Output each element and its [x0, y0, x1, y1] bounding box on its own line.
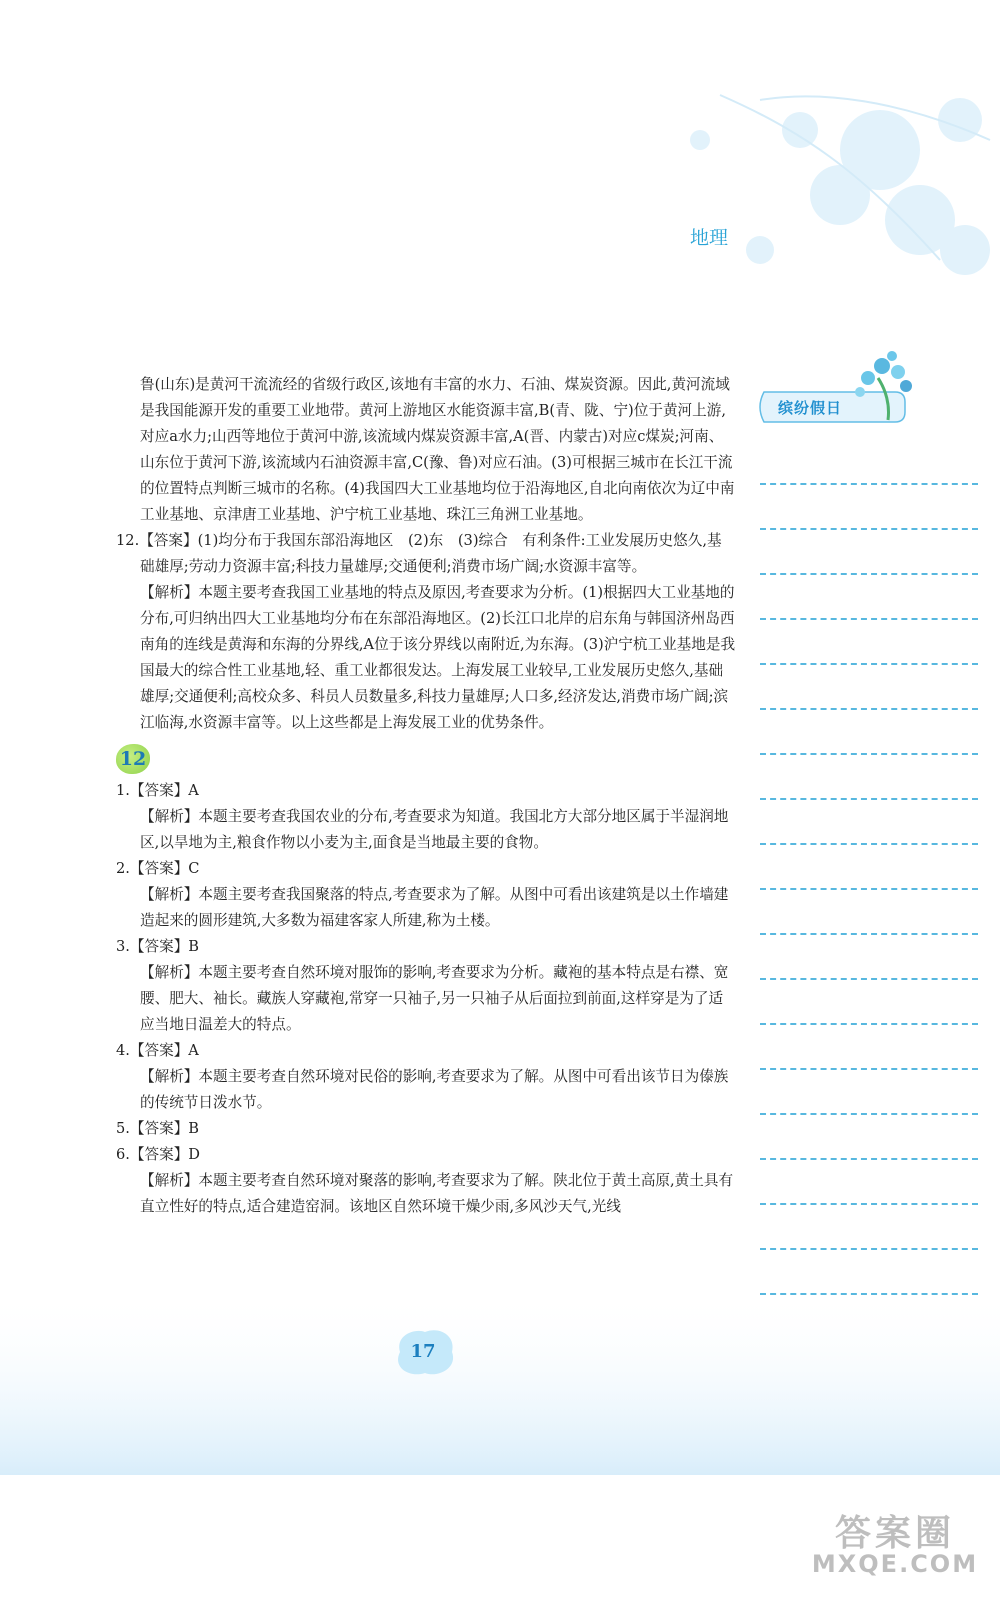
- sidebar-badge-label: 缤纷假日: [778, 399, 843, 417]
- watermark-text: 答案圈: [834, 1513, 955, 1554]
- page-number: 17: [410, 1341, 436, 1362]
- answer-line: 3.【答案】B: [116, 938, 200, 955]
- note-line: [760, 1025, 978, 1070]
- note-line: [760, 620, 978, 665]
- note-line: [760, 755, 978, 800]
- section-number-badge: 12: [116, 744, 150, 774]
- note-line: [760, 575, 978, 620]
- answer-line: 1.【答案】A: [116, 782, 199, 799]
- answer-content: [116, 372, 736, 1220]
- explanation: 【解析】本题主要考查自然环境对服饰的影响,考查要求为分析。藏袍的基本特点是右襟、宽腰、肥大、袖长。藏族人穿藏袍,常穿一只袖子,另一只袖子从后面拉到前面,这样穿是为了适应当地日温差大的特点。: [140, 964, 729, 1033]
- note-line: [760, 665, 978, 710]
- note-line: [760, 1250, 978, 1295]
- answer-line: 6.【答案】D: [116, 1146, 200, 1163]
- answer-line: 12.【答案】(1)均分布于我国东部沿海地区 (2)东 (3)综合 有利条件:工业发展历史悠久,基础雄厚;劳动力资源丰富;科技力量雄厚;交通便利;消费市场广阔;水资源丰富等。: [116, 532, 722, 575]
- explanation: 【解析】本题主要考查我国聚落的特点,考查要求为了解。从图中可看出该建筑是以土作墙建造起来的圆形建筑,大多数为福建客家人所建,称为土楼。: [140, 886, 729, 929]
- note-line: [760, 845, 978, 890]
- note-line: [760, 1115, 978, 1160]
- note-line: [760, 935, 978, 980]
- note-line: [760, 710, 978, 755]
- answer-line: 5.【答案】B: [116, 1120, 200, 1137]
- notes-area: [760, 440, 978, 1295]
- explanation: 【解析】本题主要考查自然环境对民俗的影响,考查要求为了解。从图中可看出该节日为傣族的传统节日泼水节。: [140, 1068, 729, 1111]
- note-line: [760, 890, 978, 935]
- note-line: [760, 485, 978, 530]
- note-line: [760, 1070, 978, 1115]
- answer-line: 4.【答案】A: [116, 1042, 199, 1059]
- note-line: [760, 1160, 978, 1205]
- note-line: [760, 440, 978, 485]
- note-line: [760, 530, 978, 575]
- watermark-logo: [795, 1505, 995, 1578]
- explanation: 【解析】本题主要考查我国农业的分布,考查要求为知道。我国北方大部分地区属于半湿润地区,以旱地为主,粮食作物以小麦为主,面食是当地最主要的食物。: [140, 808, 729, 851]
- note-line: [760, 800, 978, 845]
- paragraph: 鲁(山东)是黄河干流流经的省级行政区,该地有丰富的水力、石油、煤炭资源。因此,黄河流域是我国能源开发的重要工业地带。黄河上游地区水能资源丰富,B(青、陇、宁)位于黄河上游,对应a水力;山西等地位于黄河中游,该流域内煤炭资源丰富,A(晋、内蒙古)对应c煤炭;河南、山东位于黄河下游,该流域内石油资源丰富,C(豫、鲁)对应石油。(3)可根据三城市在长江干流的位置特点判断三城市的名称。(4)我国四大工业基地均位于沿海地区,自北向南依次为辽中南工业基地、京津唐工业基地、沪宁杭工业基地、珠江三角洲工业基地。: [140, 376, 735, 523]
- subject-title: 地理: [690, 227, 729, 249]
- note-line: [760, 980, 978, 1025]
- floral-decoration: [690, 98, 990, 275]
- note-line: [760, 1205, 978, 1250]
- answer-line: 2.【答案】C: [116, 860, 200, 877]
- explanation: 【解析】本题主要考查我国工业基地的特点及原因,考查要求为分析。(1)根据四大工业基地的分布,可归纳出四大工业基地均分布在东部沿海地区。(2)长江口北岸的启东角与韩国济州岛西南角的连线是黄海和东海的分界线,A位于该分界线以南附近,为东海。(3)沪宁杭工业基地是我国最大的综合性工业基地,轻、重工业都很发达。上海发展工业较早,工业发展历史悠久,基础雄厚;交通便利;高校众多、科员人员数量多,科技力量雄厚;人口多,经济发达,消费市场广阔;滨江临海,水资源丰富等。以上这些都是上海发展工业的优势条件。: [140, 584, 736, 731]
- watermark-url: MXQE.COM: [811, 1550, 979, 1578]
- explanation: 【解析】本题主要考查自然环境对聚落的影响,考查要求为了解。陕北位于黄土高原,黄土具有直立性好的特点,适合建造窑洞。该地区自然环境干燥少雨,多风沙天气,光线: [140, 1172, 734, 1215]
